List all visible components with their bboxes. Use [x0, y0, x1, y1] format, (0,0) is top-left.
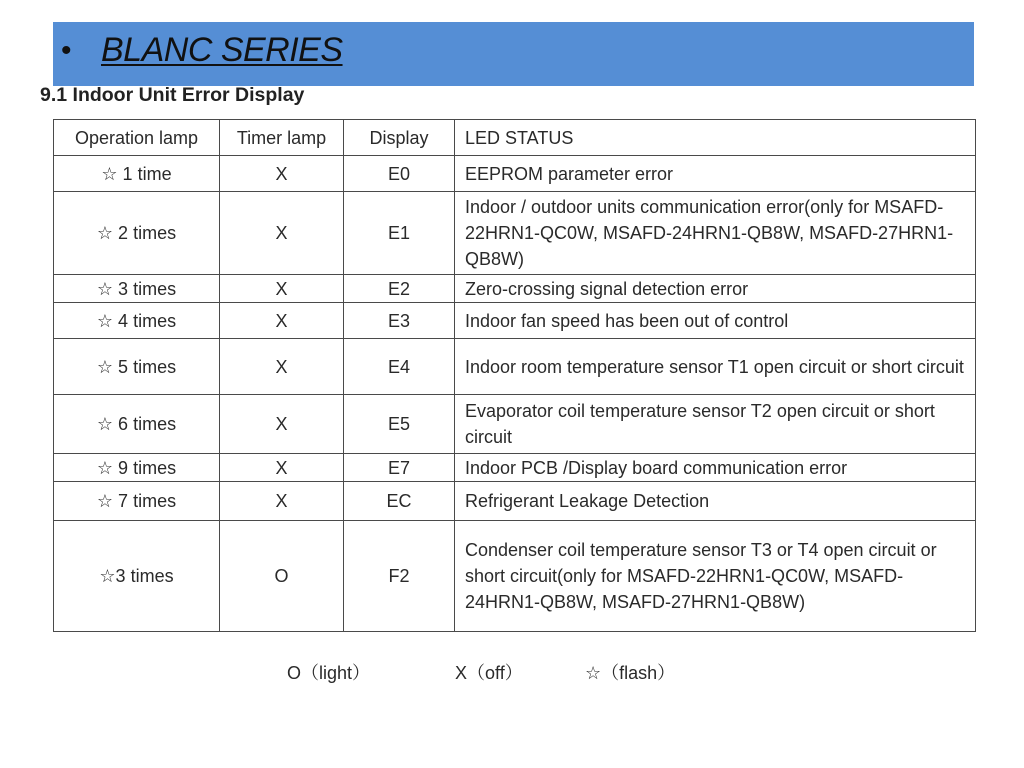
operation-lamp-cell: ☆ 9 times: [54, 454, 220, 482]
table-row: [54, 454, 976, 482]
display-code-cell: E3: [344, 303, 455, 339]
table-header-row: [54, 120, 976, 156]
table-row: [54, 482, 976, 521]
display-code-cell: E2: [344, 275, 455, 303]
error-display-table: [53, 119, 976, 632]
timer-lamp-cell: O: [220, 521, 344, 632]
table-row: [54, 521, 976, 632]
legend-off: X（off）: [455, 663, 523, 683]
led-status-cell: Refrigerant Leakage Detection: [455, 482, 976, 521]
display-code-cell: E7: [344, 454, 455, 482]
operation-lamp-cell: ☆ 5 times: [54, 339, 220, 395]
timer-lamp-cell: X: [220, 192, 344, 275]
led-status-cell: EEPROM parameter error: [455, 156, 976, 192]
operation-lamp-cell: ☆3 times: [54, 521, 220, 632]
led-status-cell: Evaporator coil temperature sensor T2 open circuit or short circuit: [455, 395, 976, 454]
operation-lamp-cell: ☆ 6 times: [54, 395, 220, 454]
timer-lamp-cell: X: [220, 275, 344, 303]
timer-lamp-cell: X: [220, 482, 344, 521]
led-status-cell: Zero-crossing signal detection error: [455, 275, 976, 303]
timer-lamp-cell: X: [220, 454, 344, 482]
led-status-cell: Indoor fan speed has been out of control: [455, 303, 976, 339]
section-heading: 9.1 Indoor Unit Error Display: [40, 84, 305, 106]
table-row: [54, 156, 976, 192]
column-header-led-status: LED STATUS: [455, 120, 976, 156]
operation-lamp-cell: ☆ 4 times: [54, 303, 220, 339]
led-status-cell: Indoor PCB /Display board communication error: [455, 454, 976, 482]
title-banner: [53, 22, 974, 86]
display-code-cell: F2: [344, 521, 455, 632]
timer-lamp-cell: X: [220, 303, 344, 339]
led-status-cell: Indoor room temperature sensor T1 open circuit or short circuit: [455, 339, 976, 395]
timer-lamp-cell: X: [220, 395, 344, 454]
operation-lamp-cell: ☆ 2 times: [54, 192, 220, 275]
table-row: [54, 275, 976, 303]
led-status-cell: Condenser coil temperature sensor T3 or T4 open circuit or short circuit(only for MSAFD-22HRN1-QC0W, MSAFD-24HRN1-QB8W, MSAFD-27HRN1-QB8W): [455, 521, 976, 632]
column-header-timer-lamp: Timer lamp: [220, 120, 344, 156]
slide-title: BLANC SERIES: [101, 31, 343, 69]
legend-light: O（light）: [287, 663, 371, 683]
display-code-cell: E4: [344, 339, 455, 395]
display-code-cell: EC: [344, 482, 455, 521]
led-status-cell: Indoor / outdoor units communication error(only for MSAFD-22HRN1-QC0W, MSAFD-24HRN1-QB8W, MSAFD-27HRN1-QB8W): [455, 192, 976, 275]
timer-lamp-cell: X: [220, 339, 344, 395]
display-code-cell: E0: [344, 156, 455, 192]
operation-lamp-cell: ☆ 1 time: [54, 156, 220, 192]
bullet-marker: •: [61, 34, 72, 67]
timer-lamp-cell: X: [220, 156, 344, 192]
table-row: [54, 303, 976, 339]
table-row: [54, 339, 976, 395]
legend-flash: ☆（flash）: [585, 663, 676, 683]
column-header-display: Display: [344, 120, 455, 156]
display-code-cell: E5: [344, 395, 455, 454]
table-row: [54, 395, 976, 454]
operation-lamp-cell: ☆ 7 times: [54, 482, 220, 521]
operation-lamp-cell: ☆ 3 times: [54, 275, 220, 303]
display-code-cell: E1: [344, 192, 455, 275]
table-row: [54, 192, 976, 275]
lamp-legend: [0, 659, 1024, 683]
column-header-operation-lamp: Operation lamp: [54, 120, 220, 156]
